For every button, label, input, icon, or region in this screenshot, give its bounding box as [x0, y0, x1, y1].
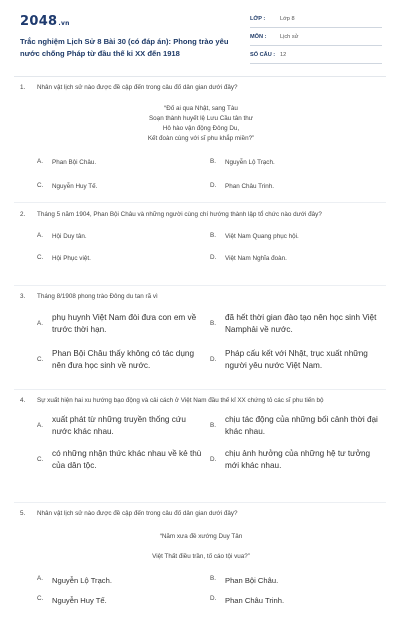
option-c[interactable]: C. Nguyễn Huy Tế. [37, 595, 107, 605]
page-header [20, 10, 382, 72]
option-a[interactable]: A. Phan Bội Châu. [37, 158, 97, 166]
option-a[interactable]: A. phụ huynh Việt Nam đòi đưa con em về trước thời hạn. [37, 313, 197, 334]
question-4: 4. Sự xuất hiện hai xu hướng bạo động và cải cách ở Việt Nam đầu thế kỉ XX chứng tỏ các sĩ phu tiến bộ A. xuất phát từ những truyền thống cứu nước khác nhau. B. chịu tác động của những bối cảnh thời đại khác nhau. C. có những nhận thức khác nhau về kẻ thù của dân tộc. D. chịu ảnh hưởng của những hệ tư tưởng mới khác nhau. [20, 396, 382, 484]
question-1 [20, 83, 382, 198]
meta-row-grade: LỚP : Lớp 8 [250, 10, 382, 28]
answer-options [37, 158, 382, 198]
question-divider [14, 389, 386, 390]
question-divider [14, 285, 386, 286]
option-a[interactable]: A. xuất phát từ những truyền thống cứu nước khác nhau. [37, 415, 186, 436]
option-d[interactable]: D. Việt Nam Nghĩa đoàn. [210, 254, 287, 262]
question-divider [14, 202, 386, 203]
option-c[interactable]: C. có những nhận thức khác nhau về kẻ thù của dân tộc. [37, 449, 202, 470]
option-b[interactable]: B. chịu tác động của những bối cảnh thời đại khác nhau. [210, 415, 378, 436]
question-quote: “Đố ai qua Nhật, sang Tàu Soạn thành huyết lệ Lưu Cầu tân thư Hô hào vận động Đông Du, Kết đoàn cùng với sĩ phu khắp miền?” [147, 105, 255, 142]
option-d[interactable]: D. Pháp cấu kết với Nhật, trục xuất những người yêu nước Việt Nam. [210, 349, 368, 370]
answer-options [37, 312, 382, 382]
site-logo[interactable]: 2048.vn [20, 14, 70, 29]
answer-options [37, 232, 382, 272]
question-text: Tháng 5 năm 1904, Phan Bội Châu và những người cùng chí hướng thành lập tổ chức nào dưới đây? [37, 211, 322, 218]
question-number: 1. [20, 84, 26, 91]
question-text: Sự xuất hiện hai xu hướng bạo động và cải cách ở Việt Nam đầu thế kỉ XX chứng tỏ các sĩ phu tiến bộ [37, 397, 324, 404]
answer-options [37, 414, 382, 484]
question-text: Tháng 8/1908 phong trào Đông du tan rã vì [37, 293, 158, 300]
option-b[interactable]: B. Nguyễn Lộ Trạch. [210, 158, 275, 166]
answer-options [37, 575, 382, 619]
option-c[interactable]: C. Hội Phục việt. [37, 254, 91, 262]
question-quote: “Năm xưa đề xướng Duy Tân Việt Thất điều trần, tố cáo tội vua?” [152, 533, 250, 560]
document-title: Trắc nghiệm Lịch Sử 8 Bài 30 (có đáp án): Phong trào yêu nước chống Pháp từ đầu thế kỉ XX đến 1918 [20, 37, 229, 58]
option-a[interactable]: A. Nguyễn Lộ Trạch. [37, 575, 112, 585]
meta-table [250, 10, 382, 64]
header-divider [14, 76, 386, 77]
question-3: 3. Tháng 8/1908 phong trào Đông du tan rã vì A. phụ huynh Việt Nam đòi đưa con em về trước thời hạn. B. đã hết thời gian đào tạo nên học sinh Việt Namphải về nước. C. Phan Bội Châu thấy không có tác dụng nên đưa học sinh về nước. D. Pháp cấu kết với Nhật, trục xuất những người yêu nước Việt Nam. [20, 292, 382, 382]
option-d[interactable]: D. Phan Châu Trinh. [210, 182, 275, 190]
option-a[interactable]: A. Hội Duy tân. [37, 232, 87, 240]
question-2: 2. Tháng 5 năm 1904, Phan Bội Châu và những người cùng chí hướng thành lập tổ chức nào dưới đây? A. Hội Duy tân. B. Việt Nam Quang phục hội. C. Hội Phục việt. D. Việt Nam Nghĩa đoàn. [20, 210, 382, 272]
option-c[interactable]: C. Nguyễn Huy Tế. [37, 182, 98, 190]
question-text: Nhân vật lịch sử nào được đề cập đến trong câu đố dân gian dưới đây? [37, 510, 238, 517]
option-b[interactable]: B. Việt Nam Quang phục hội. [210, 232, 299, 240]
meta-row-subject: MÔN : Lịch sử [250, 28, 382, 46]
question-text: Nhân vật lịch sử nào được đề cập đến trong câu đố dân gian dưới đây? [37, 84, 238, 91]
option-c[interactable]: C. Phan Bội Châu thấy không có tác dụng nên đưa học sinh về nước. [37, 349, 195, 370]
question-5: 5. Nhân vật lịch sử nào được đề cập đến trong câu đố dân gian dưới đây? “Năm xưa đề xướng Duy Tân Việt Thất điều trần, tố cáo tội vua?” A. Nguyễn Lộ Trạch. B. Phan Bội Châu. C. Nguyễn Huy Tế. D. Phan Châu Trinh. [20, 509, 382, 619]
meta-row-question-count: SỐ CÂU : 12 [250, 46, 382, 64]
option-d[interactable]: D. Phan Châu Trinh. [210, 595, 285, 605]
question-divider [14, 502, 386, 503]
option-d[interactable]: D. chịu ảnh hưởng của những hệ tư tưởng mới khác nhau. [210, 449, 371, 470]
option-b[interactable]: B. đã hết thời gian đào tạo nên học sinh Việt Namphải về nước. [210, 313, 377, 334]
option-b[interactable]: B. Phan Bội Châu. [210, 575, 279, 585]
